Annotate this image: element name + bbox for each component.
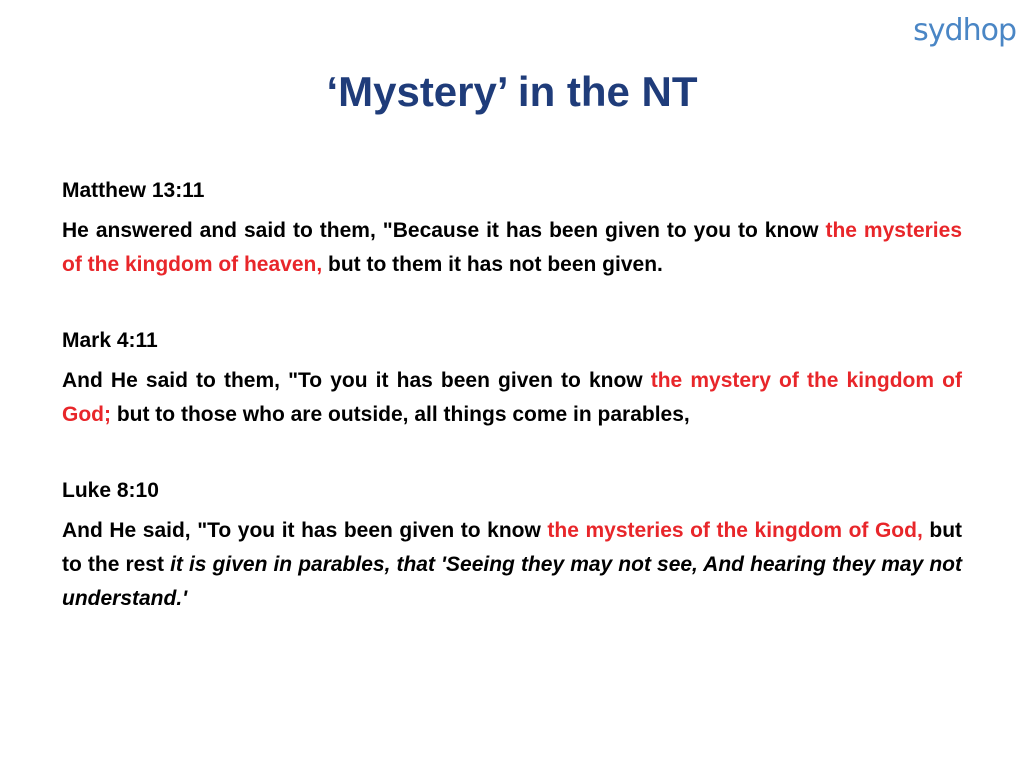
verse-text-after: but to those who are outside, all things come in parables,	[110, 403, 690, 426]
passage-mark	[62, 324, 962, 432]
verse-text: And He said, "To you it has been given to know	[62, 519, 548, 542]
passage-text	[62, 514, 962, 616]
passage-matthew	[62, 174, 962, 282]
logo-text: sydhop	[913, 12, 1016, 48]
passage-text	[62, 364, 962, 432]
verse-italic: it is given in parables, that 'Seeing they may not see, And hearing they may not understand.'	[62, 553, 962, 610]
verse-text-after: but to them it has not been given.	[322, 253, 663, 276]
passage-reference: Luke 8:10	[62, 479, 159, 502]
passage-reference: Mark 4:11	[62, 329, 158, 352]
passage-luke	[62, 474, 962, 616]
passages-list	[62, 174, 962, 658]
verse-text-after: but to the rest	[62, 519, 963, 576]
passage-text	[62, 214, 962, 282]
sydhop-logo	[913, 8, 1016, 52]
verse-text: And He said to them, "To you it has been given to know	[62, 369, 651, 392]
verse-highlight: the mysteries of the kingdom of heaven,	[62, 219, 962, 276]
passage-reference: Matthew 13:11	[62, 179, 205, 202]
page-title: ‘Mystery’ in the NT	[326, 68, 698, 115]
verse-highlight: the mystery of the kingdom of God;	[62, 369, 962, 426]
verse-highlight: the mysteries of the kingdom of God,	[547, 519, 923, 542]
verse-text: He answered and said to them, "Because it has been given to you to know	[62, 219, 826, 242]
